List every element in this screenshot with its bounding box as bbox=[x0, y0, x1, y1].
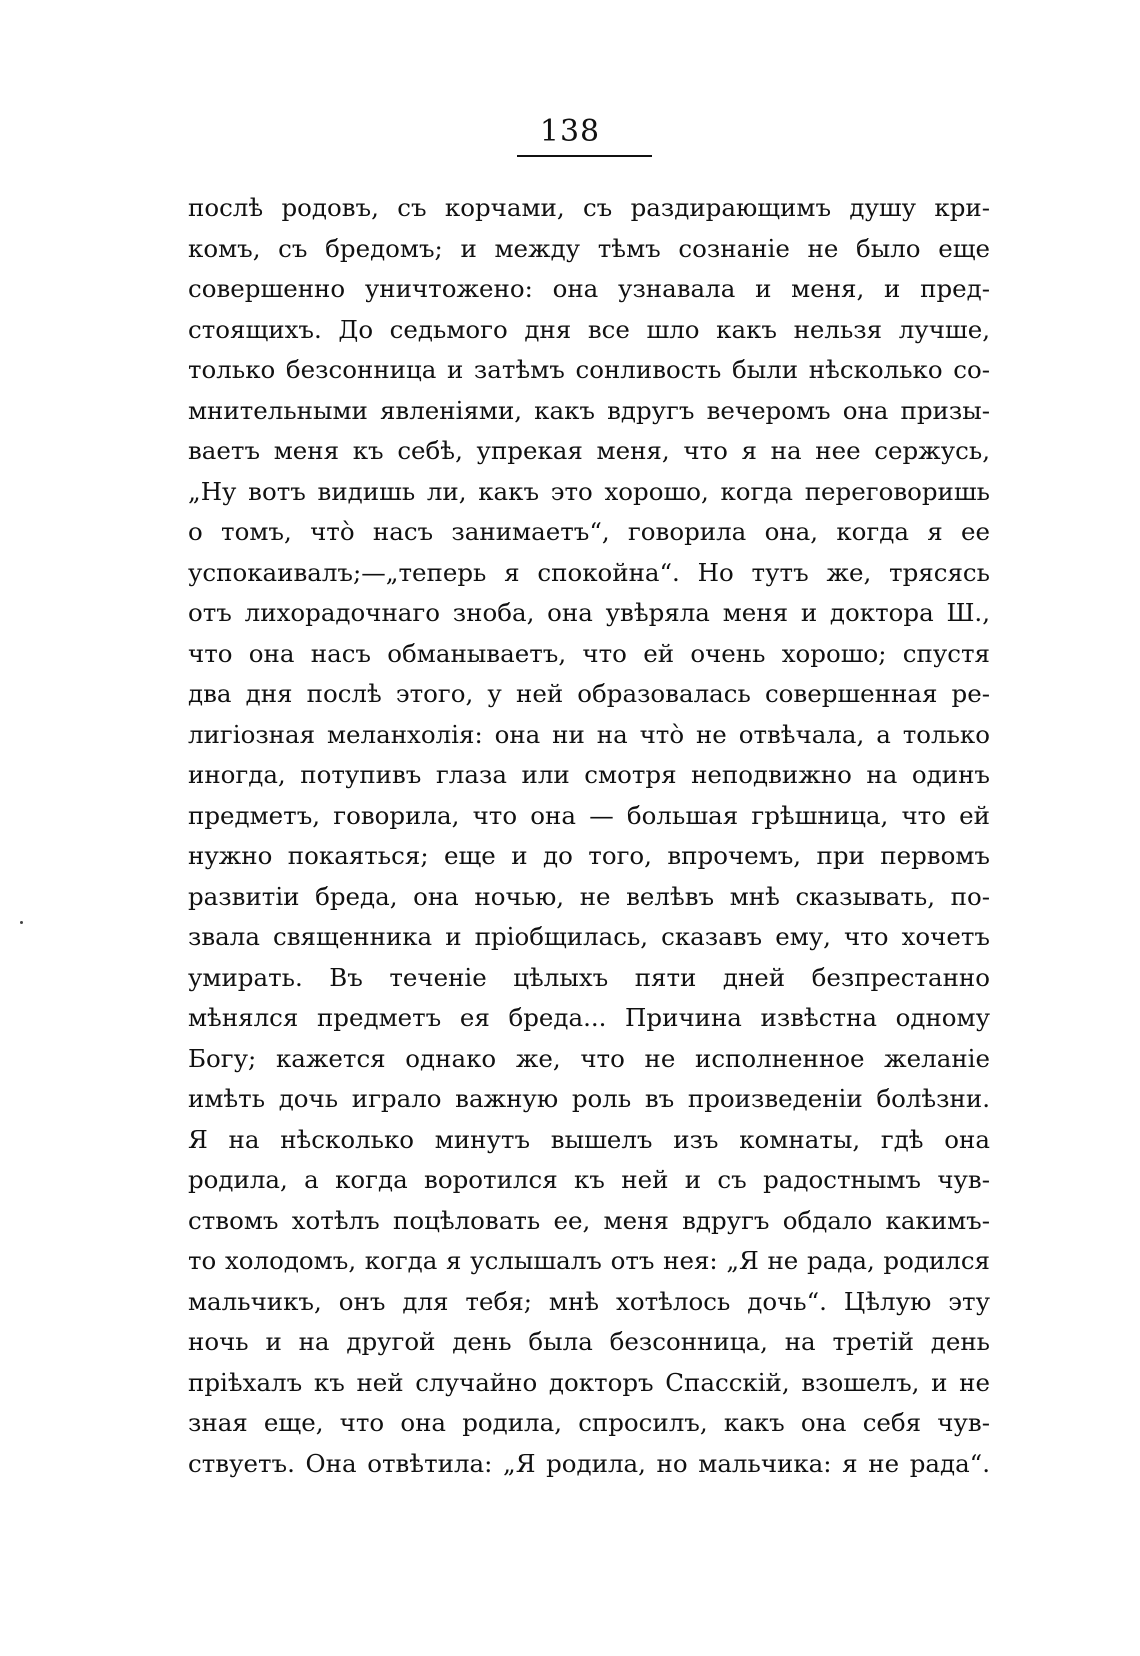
text-line: мнительными явленіями, какъ вдругъ вечеромъ она призы- bbox=[188, 395, 990, 425]
text-line: пріѣхалъ къ ней случайно докторъ Спасскій, взошелъ, и не bbox=[188, 1367, 990, 1397]
text-line: умирать. Въ теченіе цѣлыхъ пяти дней безпрестанно bbox=[188, 962, 990, 992]
scan-speck bbox=[20, 921, 23, 924]
page-number: 138 bbox=[539, 114, 601, 149]
text-line: нужно покаяться; еще и до того, впрочемъ, при первомъ bbox=[188, 841, 990, 870]
text-line: имѣть дочь играло важную роль въ произведеніи болѣзни. bbox=[188, 1084, 990, 1113]
text-line: родила, а когда воротился къ ней и съ радостнымъ чув- bbox=[188, 1165, 990, 1194]
text-line: о томъ, что̀ насъ занимаетъ“, говорила она, когда я ее bbox=[188, 517, 990, 546]
text-line: Богу; кажется однако же, что не исполненное желаніе bbox=[188, 1043, 990, 1073]
text-line: что она насъ обманываетъ, что ей очень хорошо; спустя bbox=[188, 638, 990, 668]
text-line: иногда, потупивъ глаза или смотря неподвижно на одинъ bbox=[188, 760, 990, 789]
text-line: „Ну вотъ видишь ли, какъ это хорошо, когда переговоришь bbox=[188, 476, 990, 506]
text-line: мальчикъ, онъ для тебя; мнѣ хотѣлось дочь“. Цѣлую эту bbox=[188, 1286, 990, 1316]
text-line: только безсонница и затѣмъ сонливость были нѣсколько со- bbox=[188, 355, 990, 384]
text-line: комъ, съ бредомъ; и между тѣмъ сознаніе не было еще bbox=[188, 233, 990, 263]
text-line: отъ лихорадочнаго зноба, она увѣряла меня и доктора Ш., bbox=[188, 598, 990, 627]
text-line: Я на нѣсколько минутъ вышелъ изъ комнаты, гдѣ она bbox=[188, 1124, 990, 1154]
text-line: ствуетъ. Она отвѣтила: „Я родила, но мальчика: я не рада“. bbox=[188, 1448, 990, 1478]
text-line: звала священника и пріобщилась, сказавъ ему, что хочетъ bbox=[188, 922, 990, 951]
text-line: два дня послѣ этого, у ней образовалась совершенная ре- bbox=[188, 679, 990, 708]
text-line: совершенно уничтожено: она узнавала и меня, и пред- bbox=[188, 274, 990, 303]
page-number-rule bbox=[517, 155, 652, 157]
text-line: ствомъ хотѣлъ поцѣловать ее, меня вдругъ обдало какимъ- bbox=[188, 1205, 990, 1235]
text-line: стоящихъ. До седьмого дня все шло какъ нельзя лучше, bbox=[188, 314, 990, 344]
text-line: зная еще, что она родила, спросилъ, какъ она себя чув- bbox=[188, 1408, 990, 1437]
text-line: успокаивалъ;—„теперь я спокойна“. Но тутъ же, трясясь bbox=[188, 557, 990, 587]
text-line: то холодомъ, когда я услышалъ отъ нея: „Я не рада, родился bbox=[188, 1246, 990, 1275]
text-line: ночь и на другой день была безсонница, на третій день bbox=[188, 1327, 990, 1356]
text-line: предметъ, говорила, что она — большая грѣшница, что ей bbox=[188, 800, 990, 830]
text-line: лигіозная меланхолія: она ни на что̀ не отвѣчала, а только bbox=[188, 719, 990, 749]
text-line: развитіи бреда, она ночью, не велѣвъ мнѣ сказывать, по- bbox=[188, 881, 990, 911]
text-line: мѣнялся предметъ ея бреда... Причина извѣстна одному bbox=[188, 1003, 990, 1032]
text-line: послѣ родовъ, съ корчами, съ раздирающимъ душу кри- bbox=[188, 193, 990, 222]
body-text bbox=[188, 188, 990, 1484]
text-line: ваетъ меня къ себѣ, упрекая меня, что я на нее сержусь, bbox=[188, 436, 990, 465]
